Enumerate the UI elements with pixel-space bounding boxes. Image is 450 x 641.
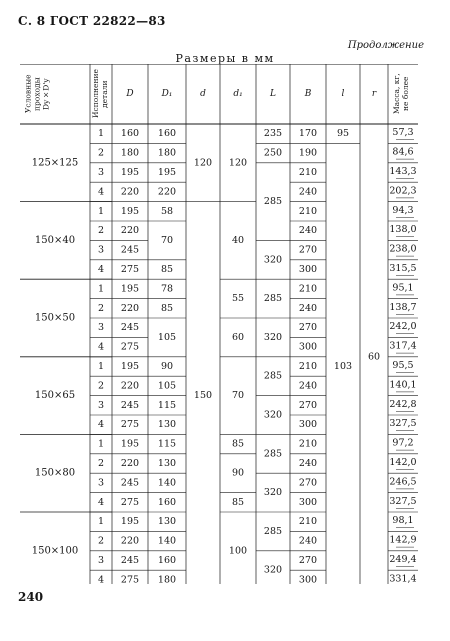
cell-D1-merged: 105 — [157, 331, 177, 343]
cell-D1: 115 — [157, 438, 177, 450]
group-name: 150×50 — [34, 312, 76, 324]
cell-d1: 100 — [228, 545, 248, 557]
cell-l: 103 — [333, 361, 353, 372]
cell-B: 170 — [298, 128, 318, 140]
cell-execution: 4 — [97, 496, 105, 508]
cell-D1: 90 — [160, 361, 174, 372]
cell-D: 275 — [120, 341, 140, 353]
cell-D1: 78 — [160, 283, 174, 295]
cell-B: 210 — [298, 167, 318, 178]
cell-B: 240 — [298, 302, 318, 314]
cell-execution: 4 — [97, 341, 105, 353]
cell-mass: 138,7 — [389, 301, 417, 313]
cell-B: 210 — [298, 283, 318, 295]
cell-B: 240 — [298, 535, 318, 547]
cell-d: 120 — [193, 157, 213, 169]
header-execution: Исполнение детали — [91, 69, 109, 119]
cell-L: 320 — [263, 409, 283, 421]
cell-mass: 95,5 — [392, 360, 414, 371]
cell-D: 220 — [120, 225, 140, 237]
cell-L: 285 — [263, 196, 283, 208]
cell-execution: 2 — [97, 380, 105, 392]
cell-D: 245 — [120, 477, 140, 489]
cell-D1: 130 — [157, 419, 177, 431]
cell-D: 275 — [120, 496, 140, 508]
cell-d1: 120 — [228, 157, 248, 169]
cell-execution: 4 — [97, 186, 105, 198]
cell-D: 245 — [120, 244, 140, 256]
cell-mass: 94,3 — [392, 204, 414, 216]
cell-execution: 1 — [97, 438, 105, 450]
header-col5: d₁ — [233, 89, 243, 99]
cell-D1: 180 — [157, 147, 177, 159]
header-col7: B — [304, 89, 312, 99]
cell-B: 240 — [298, 225, 318, 237]
cell-mass: 327,5 — [389, 495, 417, 507]
cell-L: 285 — [263, 293, 283, 305]
cell-D1: 130 — [157, 516, 177, 528]
cell-mass: 315,5 — [389, 263, 417, 274]
cell-execution: 3 — [97, 167, 105, 178]
cell-mass: 142,9 — [389, 534, 417, 546]
cell-L: 285 — [263, 448, 283, 460]
cell-D1: 115 — [157, 399, 177, 411]
cell-B: 300 — [298, 264, 318, 275]
cell-execution: 2 — [97, 225, 105, 237]
table-caption: Размеры в мм — [175, 52, 275, 65]
cell-mass: 138,0 — [389, 224, 417, 236]
page-header: С. 8 ГОСТ 22822—83 — [18, 14, 166, 28]
cell-L: 320 — [263, 564, 283, 576]
group-name: 125×125 — [31, 157, 79, 169]
cell-mass: 97,2 — [392, 437, 414, 449]
cell-mass: 246,5 — [389, 476, 417, 488]
table-grid — [20, 64, 420, 584]
cell-D: 160 — [120, 128, 140, 140]
cell-B: 210 — [298, 438, 318, 450]
cell-mass: 242,8 — [389, 398, 417, 410]
cell-D1: 140 — [157, 535, 177, 547]
cell-mass: 331,4 — [389, 573, 417, 584]
cell-D1: 160 — [157, 496, 177, 508]
cell-execution: 3 — [97, 322, 105, 334]
cell-B: 210 — [298, 361, 318, 372]
cell-mass: 143,3 — [389, 166, 417, 177]
cell-B: 240 — [298, 380, 318, 392]
cell-L: 250 — [263, 147, 283, 159]
cell-mass: 317,4 — [389, 340, 417, 352]
cell-L: 285 — [263, 370, 283, 382]
cell-d1: 40 — [231, 234, 245, 246]
header-nominal-passages: Условные проходы Dy×D'y — [23, 74, 51, 114]
header-col4: d — [200, 89, 206, 99]
cell-L: 320 — [263, 487, 283, 499]
cell-mass: 140,1 — [389, 379, 417, 391]
cell-B: 270 — [298, 477, 318, 489]
cell-D1: 85 — [160, 264, 174, 275]
continuation-label: Продолжение — [347, 40, 424, 51]
cell-execution: 3 — [97, 399, 105, 411]
dimensions-table — [20, 64, 420, 584]
header-col6: L — [270, 89, 276, 99]
cell-B: 300 — [298, 419, 318, 431]
cell-execution: 1 — [97, 205, 105, 217]
header-col3: D₁ — [161, 89, 173, 99]
cell-d1: 60 — [231, 331, 245, 343]
cell-execution: 4 — [97, 419, 105, 431]
cell-mass: 95,1 — [392, 282, 414, 294]
cell-D1: 160 — [157, 128, 177, 140]
cell-B: 300 — [298, 496, 318, 508]
cell-B: 300 — [298, 341, 318, 353]
cell-B: 190 — [298, 147, 318, 159]
cell-D: 245 — [120, 555, 140, 566]
cell-r: 60 — [367, 351, 381, 363]
cell-D: 245 — [120, 322, 140, 334]
cell-D: 195 — [120, 167, 140, 178]
cell-execution: 3 — [97, 477, 105, 489]
cell-L: 285 — [263, 525, 283, 537]
cell-B: 270 — [298, 399, 318, 411]
cell-D: 220 — [120, 302, 140, 314]
cell-D: 220 — [120, 458, 140, 469]
cell-D: 195 — [120, 205, 140, 217]
cell-execution: 3 — [97, 244, 105, 256]
cell-D1: 58 — [160, 205, 174, 217]
cell-execution: 1 — [97, 128, 105, 140]
header-col8: l — [341, 89, 345, 99]
cell-D1: 180 — [157, 574, 177, 584]
group-name: 150×100 — [31, 545, 79, 557]
cell-D: 220 — [120, 380, 140, 392]
cell-D1: 140 — [157, 477, 177, 489]
cell-l: 95 — [336, 128, 350, 140]
cell-D: 195 — [120, 516, 140, 528]
cell-execution: 2 — [97, 535, 105, 547]
cell-D: 275 — [120, 264, 140, 275]
group-name: 150×40 — [34, 234, 76, 246]
cell-mass: 238,0 — [389, 243, 417, 255]
cell-D: 195 — [120, 283, 140, 295]
cell-mass: 242,0 — [389, 321, 417, 333]
cell-mass: 57,3 — [392, 127, 414, 139]
cell-d1: 70 — [231, 390, 245, 402]
cell-B: 210 — [298, 205, 318, 217]
cell-D: 180 — [120, 147, 140, 159]
header-col9: r — [371, 89, 377, 99]
cell-d: 150 — [193, 390, 213, 402]
cell-B: 240 — [298, 186, 318, 198]
cell-D: 275 — [120, 574, 140, 584]
cell-D1: 160 — [157, 555, 177, 566]
cell-execution: 4 — [97, 264, 105, 275]
cell-mass: 249,4 — [389, 554, 417, 565]
group-name: 150×65 — [34, 390, 76, 402]
cell-execution: 2 — [97, 458, 105, 469]
cell-B: 210 — [298, 516, 318, 528]
cell-B: 270 — [298, 244, 318, 256]
cell-d1: 85 — [231, 438, 245, 450]
cell-D1: 105 — [157, 380, 177, 392]
cell-D1: 130 — [157, 458, 177, 469]
header-col2: D — [126, 89, 134, 99]
cell-B: 270 — [298, 555, 318, 566]
cell-d1: 55 — [231, 293, 245, 305]
group-name: 150×80 — [34, 467, 76, 479]
cell-D: 195 — [120, 438, 140, 450]
cell-execution: 1 — [97, 516, 105, 528]
cell-L: 235 — [263, 128, 283, 140]
cell-execution: 2 — [97, 147, 105, 159]
cell-mass: 327,5 — [389, 418, 417, 430]
cell-d1: 90 — [231, 467, 245, 479]
cell-L: 320 — [263, 254, 283, 266]
cell-D1: 85 — [160, 302, 174, 314]
cell-D: 220 — [120, 535, 140, 547]
cell-D1: 195 — [157, 167, 177, 178]
cell-execution: 2 — [97, 302, 105, 314]
cell-execution: 1 — [97, 283, 105, 295]
cell-mass: 98,1 — [392, 515, 414, 527]
cell-L: 320 — [263, 331, 283, 343]
cell-D: 220 — [120, 186, 140, 198]
cell-B: 240 — [298, 458, 318, 469]
cell-D1: 220 — [157, 186, 177, 198]
cell-D1-merged: 70 — [160, 234, 174, 246]
cell-D: 245 — [120, 399, 140, 411]
cell-execution: 3 — [97, 555, 105, 566]
header-mass: Масса, кг, не более — [392, 73, 410, 115]
cell-D: 275 — [120, 419, 140, 431]
cell-D: 195 — [120, 361, 140, 372]
cell-d1: 85 — [231, 496, 245, 508]
cell-mass: 202,3 — [389, 185, 417, 197]
cell-mass: 84,6 — [392, 146, 414, 158]
cell-execution: 4 — [97, 574, 105, 584]
page-number: 240 — [18, 590, 44, 604]
cell-B: 270 — [298, 322, 318, 334]
cell-execution: 1 — [97, 361, 105, 372]
cell-mass: 142,0 — [389, 457, 417, 468]
cell-B: 300 — [298, 574, 318, 584]
